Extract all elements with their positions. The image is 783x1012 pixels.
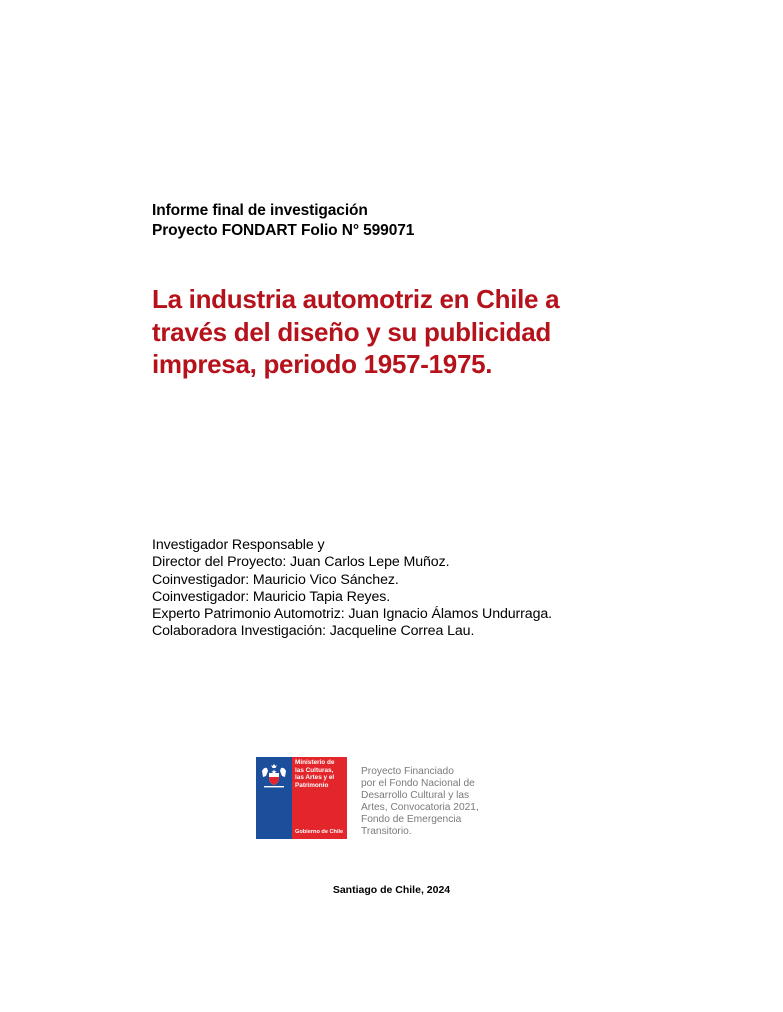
title-line: La industria automotriz en Chile a [152, 284, 560, 314]
credit-line: Director del Proyecto: Juan Carlos Lepe Muñoz. [152, 554, 450, 571]
title-line: través del diseño y su publicidad [152, 316, 551, 347]
funding-line: por el Fondo Nacional de [361, 778, 475, 789]
document-title [152, 283, 672, 381]
chile-coat-of-arms-icon [260, 763, 288, 789]
funding-line: Transitorio. [361, 826, 412, 837]
credit-line: Investigador Responsable y [152, 537, 325, 553]
funding-line: Desarrollo Cultural y las [361, 790, 470, 801]
ministry-name: Ministerio de las Culturas, las Artes y el Patrimonio [295, 759, 335, 789]
ministry-logo [256, 757, 347, 839]
logo-blue-panel [256, 757, 292, 839]
project-folio: Proyecto FONDART Folio N° 599071 [152, 222, 415, 239]
place-and-date: Santiago de Chile, 2024 [332, 884, 451, 896]
title-line: impresa, periodo 1957-1975. [152, 349, 493, 379]
funding-line: Artes, Convocatoria 2021, [361, 802, 479, 813]
funding-line: Fondo de Emergencia [361, 814, 462, 825]
report-type: Informe final de investigación [152, 202, 368, 219]
credit-line: Colaboradora Investigación: Jacqueline Correa Lau. [152, 623, 475, 640]
research-credits [152, 537, 552, 641]
document-type-header [152, 201, 414, 241]
logo-red-panel [292, 757, 347, 839]
government-label: Gobierno de Chile [295, 829, 344, 835]
credit-line: Coinvestigador: Mauricio Vico Sánchez. [152, 571, 399, 588]
funding-line: Proyecto Financiado [361, 766, 454, 777]
credit-line: Experto Patrimonio Automotriz: Juan Ignacio Álamos Undurraga. [152, 606, 553, 623]
funding-note [361, 766, 479, 838]
credit-line: Coinvestigador: Mauricio Tapia Reyes. [152, 588, 391, 605]
